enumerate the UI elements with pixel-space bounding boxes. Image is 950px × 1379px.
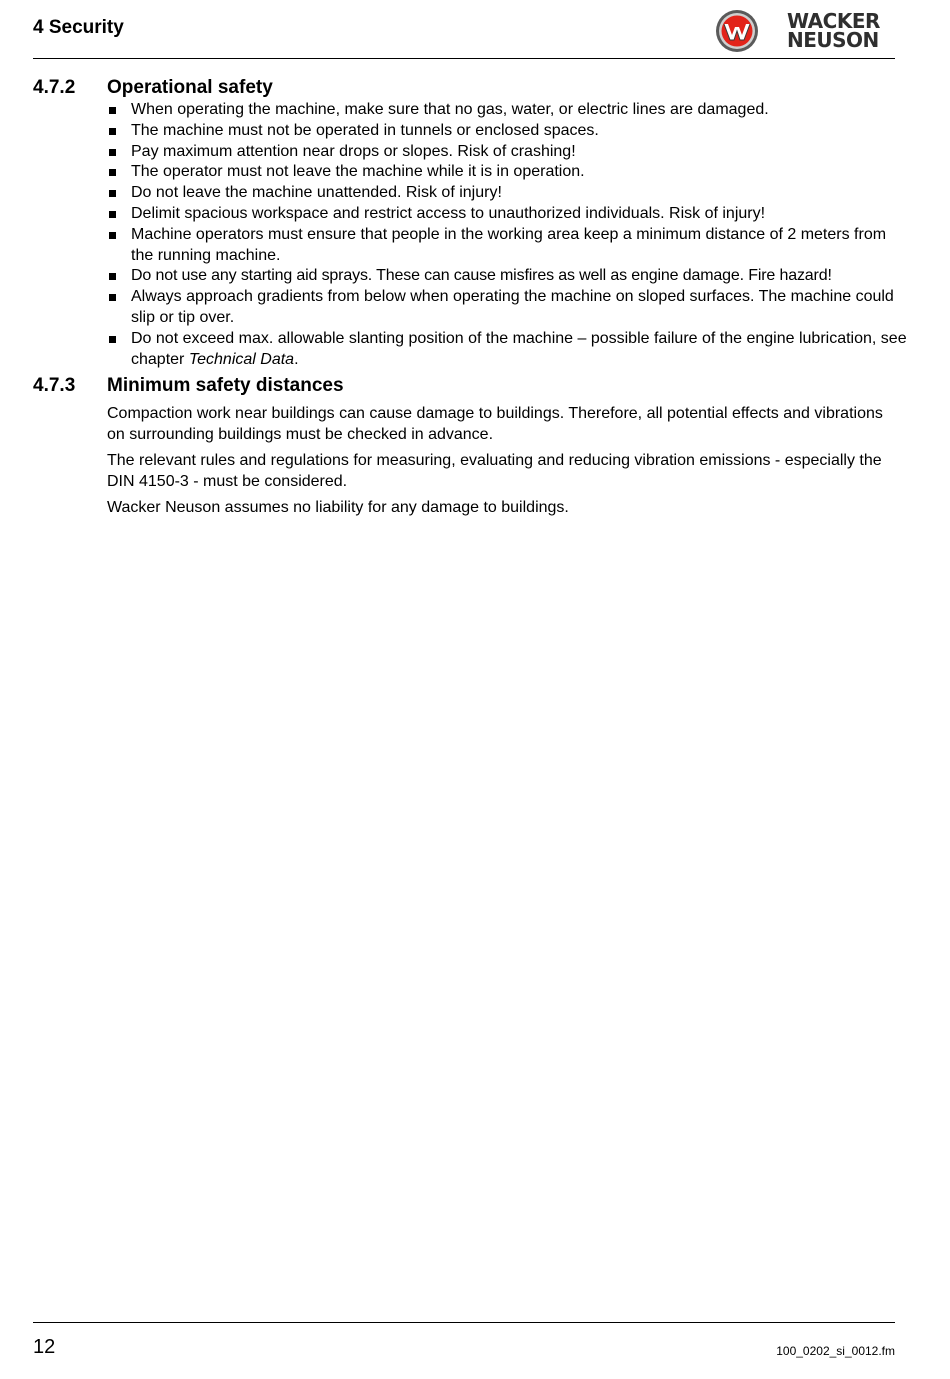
paragraph: Wacker Neuson assumes no liability for any damage to buildings. xyxy=(107,499,569,516)
square-bullet-icon xyxy=(109,232,116,239)
list-item-text: Do not leave the machine unattended. Risk of injury! xyxy=(131,184,502,202)
list-item xyxy=(107,287,907,329)
page-header xyxy=(33,0,895,59)
chapter-title: 4 Security xyxy=(33,17,124,38)
section-number: 4.7.2 xyxy=(33,77,76,98)
list-item-text: Delimit spacious workspace and restrict access to unauthorized individuals. Risk of injury! xyxy=(131,204,766,222)
square-bullet-icon xyxy=(109,107,116,114)
section-title: Operational safety xyxy=(107,77,273,98)
list-item xyxy=(107,100,907,121)
list-item-text: The machine must not be operated in tunnels or enclosed spaces. xyxy=(131,121,599,139)
logo-line-1: WACKER xyxy=(787,9,880,33)
square-bullet-icon xyxy=(109,149,116,156)
list-item-text: Machine operators must ensure that people in the working area keep a minimum distance of 2 meters from the running machine. xyxy=(131,225,887,264)
file-name: 100_0202_si_0012.fm xyxy=(776,1344,895,1358)
square-bullet-icon xyxy=(109,169,116,176)
list-item-text: When operating the machine, make sure that no gas, water, or electric lines are damaged. xyxy=(131,101,769,118)
page-number: 12 xyxy=(33,1336,56,1358)
square-bullet-icon xyxy=(109,294,116,301)
list-item-text: Always approach gradients from below when operating the machine on sloped surfaces. The machine could slip or tip over. xyxy=(131,288,894,326)
list-item xyxy=(107,204,907,225)
list-item-text: Do not exceed max. allowable slanting position of the machine – possible failure of the engine lubrication, see chapter xyxy=(131,329,907,368)
list-item-end: . xyxy=(294,350,299,368)
list-item xyxy=(107,266,907,287)
list-item xyxy=(107,225,907,267)
wacker-neuson-logo xyxy=(715,9,893,53)
section-number: 4.7.3 xyxy=(33,375,76,396)
logo-emblem-icon xyxy=(715,9,759,53)
section-title: Minimum safety distances xyxy=(107,375,344,396)
square-bullet-icon xyxy=(109,128,116,135)
list-item-text: The operator must not leave the machine while it is in operation. xyxy=(131,163,585,181)
logo-wordmark xyxy=(787,9,880,52)
list-item xyxy=(107,142,907,163)
section-heading-operational-safety xyxy=(33,77,273,99)
square-bullet-icon xyxy=(109,336,116,343)
list-item xyxy=(107,183,907,204)
list-item xyxy=(107,329,907,371)
square-bullet-icon xyxy=(109,211,116,218)
list-item xyxy=(107,162,907,183)
list-item-text: Pay maximum attention near drops or slopes. Risk of crashing! xyxy=(131,142,576,160)
paragraph: Compaction work near buildings can cause damage to buildings. Therefore, all potential effects and vibrations on surrounding buildings must be checked in advance. xyxy=(107,405,883,443)
section-heading-minimum-safety-distances xyxy=(33,375,344,397)
square-bullet-icon xyxy=(109,190,116,197)
footer-divider xyxy=(33,1322,895,1323)
square-bullet-icon xyxy=(109,273,116,280)
logo-line-2: NEUSON xyxy=(787,28,879,52)
chapter-reference: Technical Data xyxy=(188,350,295,368)
operational-safety-list xyxy=(107,100,907,370)
paragraph: The relevant rules and regulations for measuring, evaluating and reducing vibration emissions - especially the DIN 4150-3 - must be considered. xyxy=(107,452,882,490)
list-item-text: Do not use any starting aid sprays. These can cause misfires as well as engine damage. Fire hazard! xyxy=(131,267,832,285)
list-item xyxy=(107,121,907,142)
